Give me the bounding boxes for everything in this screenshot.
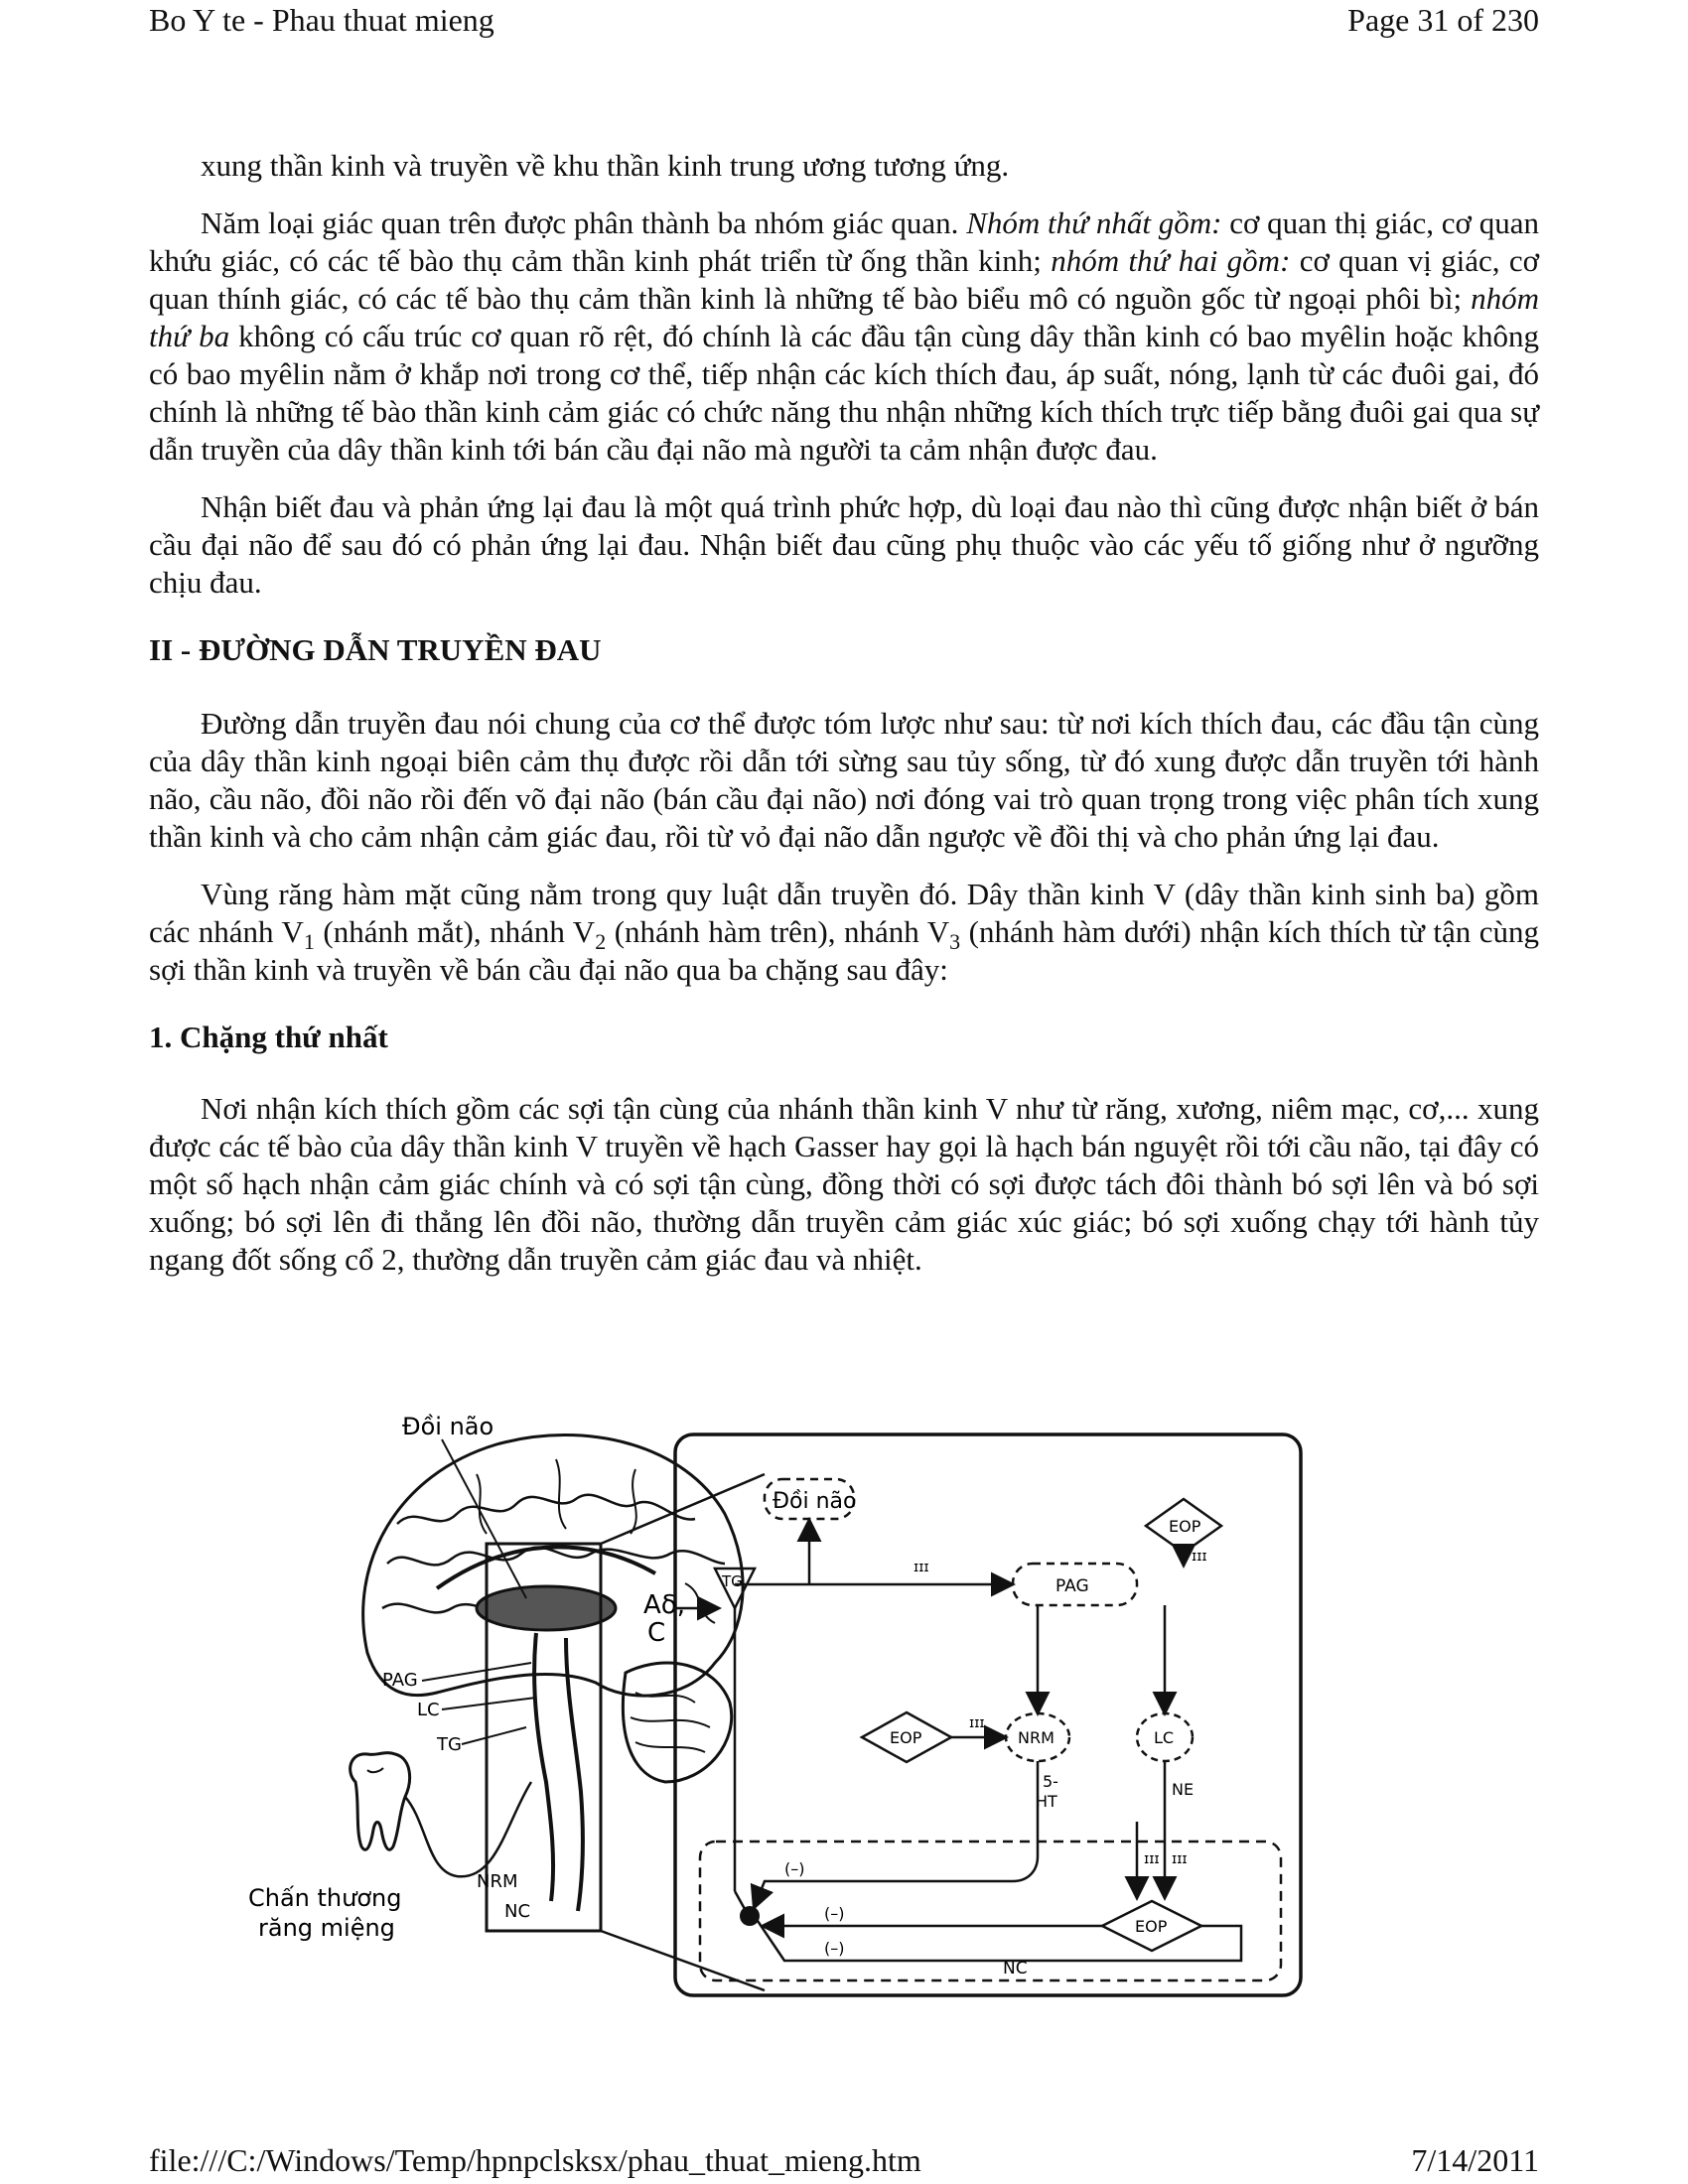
label-nc: NC [504,1901,531,1922]
label-ne: NE [1172,1780,1195,1799]
box-doi-nao-label: Đồi não [773,1489,857,1514]
input-label-1: Aδ, [643,1590,685,1620]
minus-1: (–) [784,1859,805,1878]
paragraph-6: Nơi nhận kích thích gồm các sợi tận cùng của nhánh thần kinh V như từ răng, xương, niêm mạc, cơ,... xung được các tế bào của dây thần kinh V truyền về hạch Gasser hay gọi là hạch bán nguyệt rồi tới cầu não, tại đây có một số hạch nhận cảm giác chính và có sợi tận cùng, đồng thời có sợi được tách đôi thành bó sợi lên và bó sợi xuống; bó sợi lên đi thẳng lên đồi não, thường dẫn truyền cảm giác xúc giác; bó sợi xuống chạy tới hành tủy ngang đốt sống cổ 2, thường dẫn truyền cảm giác đau và nhiệt. [149,1091,1539,1277]
paragraph-1: xung thần kinh và truyền về khu thần kinh trung ương tương ứng. [201,148,1010,183]
pointer-doi-nao [442,1439,526,1598]
p2-text-b: cơ quan thị giác, cơ quan khứu giác, có các tế bào thụ cảm thần kinh phát triển từ ống thần kinh; [149,205,1539,278]
connector-bottom [601,1931,765,1990]
lc-label: LC [1154,1728,1175,1747]
pain-pathway-figure [248,1405,1360,2000]
p2-italic-2: nhóm thứ hai gồm: [1051,243,1291,278]
p5-text-d: (nhánh hàm dưới) nhận kích thích từ tận cùng sợi thần kinh và truyền về bán cầu đại não qua ba chặng sau đây: [149,914,1540,987]
p2-italic-3: nhóm thứ ba [149,281,1539,353]
nc-label: NC [1003,1959,1028,1979]
section-heading: II - ĐƯỜNG DẪN TRUYỀN ĐAU [149,632,602,667]
label-chan-thuong-1: Chấn thương [248,1884,402,1912]
label-doi-nao-top: Đồi não [402,1413,494,1440]
subsection-heading: 1. Chặng thứ nhất [149,1020,388,1054]
p2-text-a: Năm loại giác quan trên được phân thành ba nhóm giác quan. [201,205,967,240]
label-pag: PAG [382,1670,418,1691]
inhibit-mark-3: ɪɪɪ [969,1715,985,1731]
input-label-2: C [647,1618,666,1648]
pag-label: PAG [1055,1576,1089,1596]
page-footer [149,2142,1539,2179]
inhibit-mark-1: ɪɪɪ [914,1560,929,1575]
paragraph-5 [149,876,1539,989]
nerve-path [405,1782,531,1876]
pain-pathway-diagram [248,1405,1360,2000]
document-body [149,147,1539,1298]
paragraph-3: Nhận biết đau và phản ứng lại đau là một quá trình phức hợp, dù loại đau nào thì cũng được nhận biết ở bán cầu đại não để sau đó có phản ứng lại đau. Nhận biết đau cũng phụ thuộc vào các yếu tố giống như ở ngưỡng chịu đau. [149,489,1539,600]
pointer-lc [442,1698,536,1709]
tg-label: TG [722,1572,743,1590]
label-chan-thuong-2: răng miệng [258,1914,395,1942]
inhibit-mark-5: ɪɪɪ [1172,1851,1188,1867]
eop-left-label: EOP [890,1728,922,1747]
tg-to-node [735,1891,745,1909]
pointer-pag [422,1663,531,1681]
label-5ht-1: 5- [1043,1772,1058,1791]
eop-bottom-label: EOP [1135,1917,1168,1936]
pointer-tg [462,1727,526,1744]
p5-text-a: Vùng răng hàm mặt cũng nằm trong quy luật dẫn truyền đó. Dây thần kinh V (dây thần kinh sinh ba) gồm các nhánh V [149,877,1539,949]
file-path: file:///C:/Windows/Temp/hpnpclsksx/phau_thuat_mieng.htm [149,2142,921,2178]
minus-3: (–) [824,1939,845,1958]
p5-text-c: (nhánh hàm trên), nhánh V [606,914,950,949]
label-tg: TG [437,1734,462,1755]
p5-sub-3: 3 [949,929,961,955]
paragraph-2 [149,205,1539,469]
header-title: Bo Y te - Phau thuat mieng [149,2,494,38]
page-header [149,2,1539,39]
label-5ht-2: HT [1036,1792,1057,1811]
paragraph-4: Đường dẫn truyền đau nói chung của cơ thể được tóm lược như sau: từ nơi kích thích đau, các đầu tận cùng của dây thần kinh ngoại biên cảm thụ được rồi dẫn tới sừng sau tủy sống, từ đó xung được dẫn truyền tới hành não, cầu não, đồi não rồi đến võ đại não (bán cầu đại não) nơi đóng vai trò quan trọng trong việc phân tích xung thần kinh và cho cảm nhận cảm giác đau, rồi từ vỏ đại não dẫn ngược về đồi thị và cho phản ứng lại đau. [149,706,1539,854]
p2-text-d: không có cấu trúc cơ quan rõ rệt, đó chính là các đầu tận cùng dây thần kinh có bao myêlin hoặc không có bao myêlin nằm ở khắp nơi trong cơ thể, tiếp nhận các kích thích đau, áp suất, nóng, lạnh từ các đuôi gai, đó chính là những tế bào thần kinh cảm giác có chức năng thu nhận những kích thích trực tiếp bằng đuôi gai qua sự dẫn truyền của dây thần kinh tới bán cầu đại não mà người ta cảm nhận được đau. [149,319,1539,467]
label-nrm: NRM [477,1871,518,1892]
connector-top [601,1474,765,1544]
tooth-icon [351,1753,410,1850]
p2-text-c: cơ quan vị giác, cơ quan thính giác, có các tế bào thụ cảm thần kinh là những tế bào biểu mô có nguồn gốc từ ngoại phôi bì; [149,243,1540,316]
schematic-box [675,1434,1301,1995]
nrm-descending-path [755,1761,1038,1906]
nrm-label: NRM [1018,1728,1055,1747]
convergence-node [740,1906,760,1926]
inhibit-mark-4: ɪɪɪ [1144,1851,1160,1867]
p5-sub-1: 1 [303,929,315,955]
minus-2: (–) [824,1904,845,1923]
label-lc: LC [417,1700,440,1720]
p5-sub-2: 2 [595,929,607,955]
p5-text-b: (nhánh mắt), nhánh V [314,914,596,949]
eop-top-label: EOP [1169,1517,1201,1536]
print-date: 7/14/2011 [1411,2142,1539,2178]
inhibit-mark-2: ɪɪɪ [1192,1549,1207,1565]
page-number: Page 31 of 230 [1347,2,1539,38]
p2-italic-1: Nhóm thứ nhất gồm: [966,205,1222,240]
